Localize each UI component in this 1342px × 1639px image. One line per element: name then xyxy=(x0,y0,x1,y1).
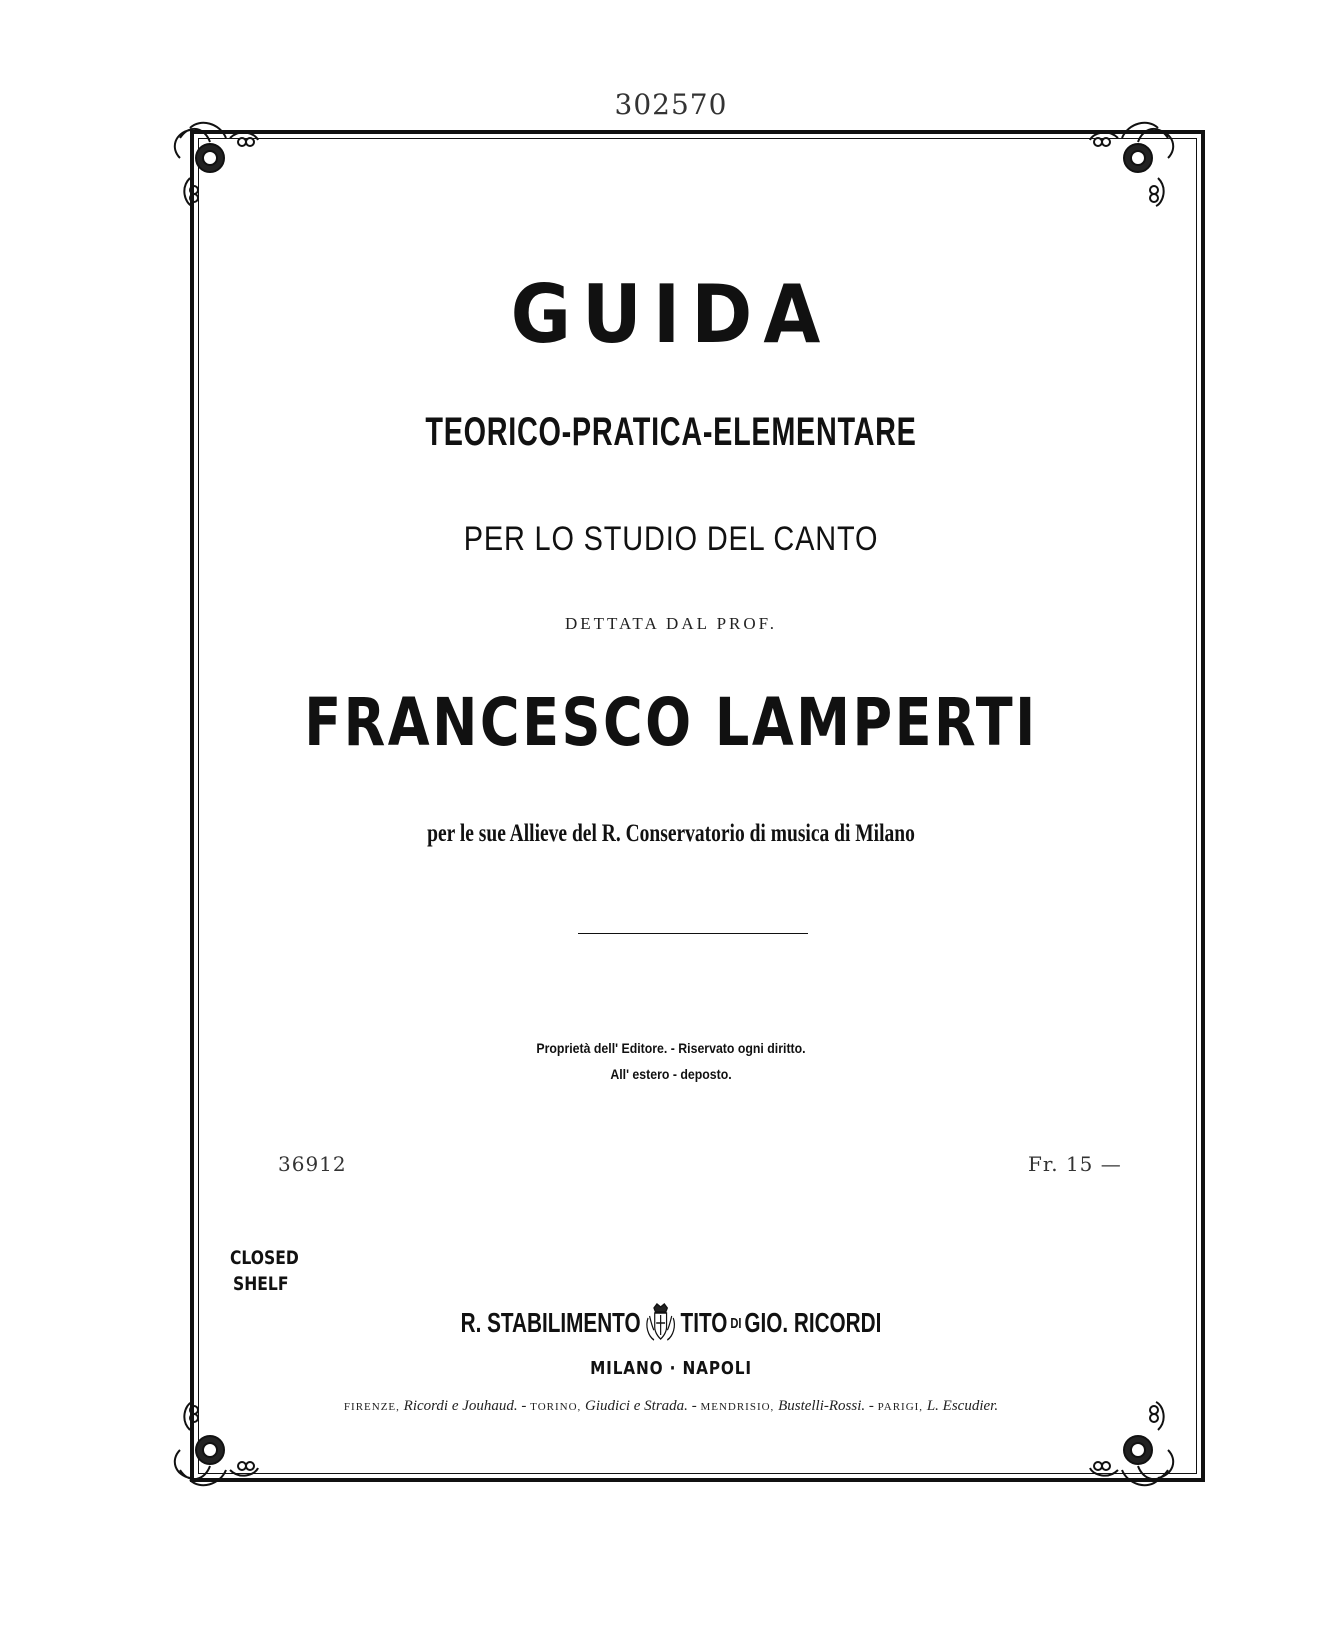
branch-firm: Giudici e Strada. xyxy=(585,1398,688,1414)
ornament-corner-top-right xyxy=(1086,118,1178,210)
library-stamp-closed: CLOSED xyxy=(230,1247,299,1269)
publisher-di: DI xyxy=(730,1314,742,1332)
royal-crest-icon xyxy=(644,1300,678,1346)
branch-firm: Ricordi e Jouhaud. xyxy=(403,1398,518,1414)
ornament-corner-top-left xyxy=(170,118,262,210)
author-name: FRANCESCO LAMPERTI xyxy=(304,684,1038,761)
dedication-line: per le sue Allieve del R. Conservatorio di musica di Milano xyxy=(427,820,915,847)
publisher-cities: MILANO · NAPOLI xyxy=(590,1358,752,1379)
branch-firm: Bustelli-Rossi. xyxy=(778,1398,866,1414)
title: GUIDA xyxy=(510,268,832,361)
dictated-by-line: DETTATA DAL PROF. xyxy=(564,614,778,633)
accession-number: 302570 xyxy=(614,88,728,121)
publisher-name-part-3: GIO. RICORDI xyxy=(744,1307,882,1338)
rights-notice-abroad: All' estero - deposto. xyxy=(610,1066,732,1082)
price: Fr. 15 — xyxy=(1028,1152,1122,1176)
publisher-name-part-1: R. STABILIMENTO xyxy=(460,1307,641,1338)
branch-firm: L. Escudier. xyxy=(926,1398,999,1414)
subtitle: TEORICO-PRATICA-ELEMENTARE xyxy=(425,410,917,454)
branch-city: MENDRISIO, xyxy=(700,1401,775,1413)
branch-city: TORINO, xyxy=(530,1401,582,1413)
rights-notice: Proprietà dell' Editore. - Riservato ogni diritto. xyxy=(536,1040,806,1056)
divider-rule xyxy=(578,933,808,934)
branch-city: FIRENZE, xyxy=(343,1401,400,1413)
publisher-name xyxy=(174,1300,1167,1346)
purpose-line: PER LO STUDIO DEL CANTO xyxy=(463,520,879,558)
plate-number: 36912 xyxy=(278,1152,347,1176)
library-stamp-shelf: SHELF xyxy=(233,1273,289,1295)
publisher-name-part-2: TITO xyxy=(680,1307,728,1338)
branch-city: PARIGI, xyxy=(877,1401,924,1413)
branch-agents: FIRENZE, Ricordi e Jouhaud. - TORINO, Giudici e Strada. - MENDRISIO, Bustelli-Rossi. - PARIGI, L. Escudier. xyxy=(343,1398,999,1414)
